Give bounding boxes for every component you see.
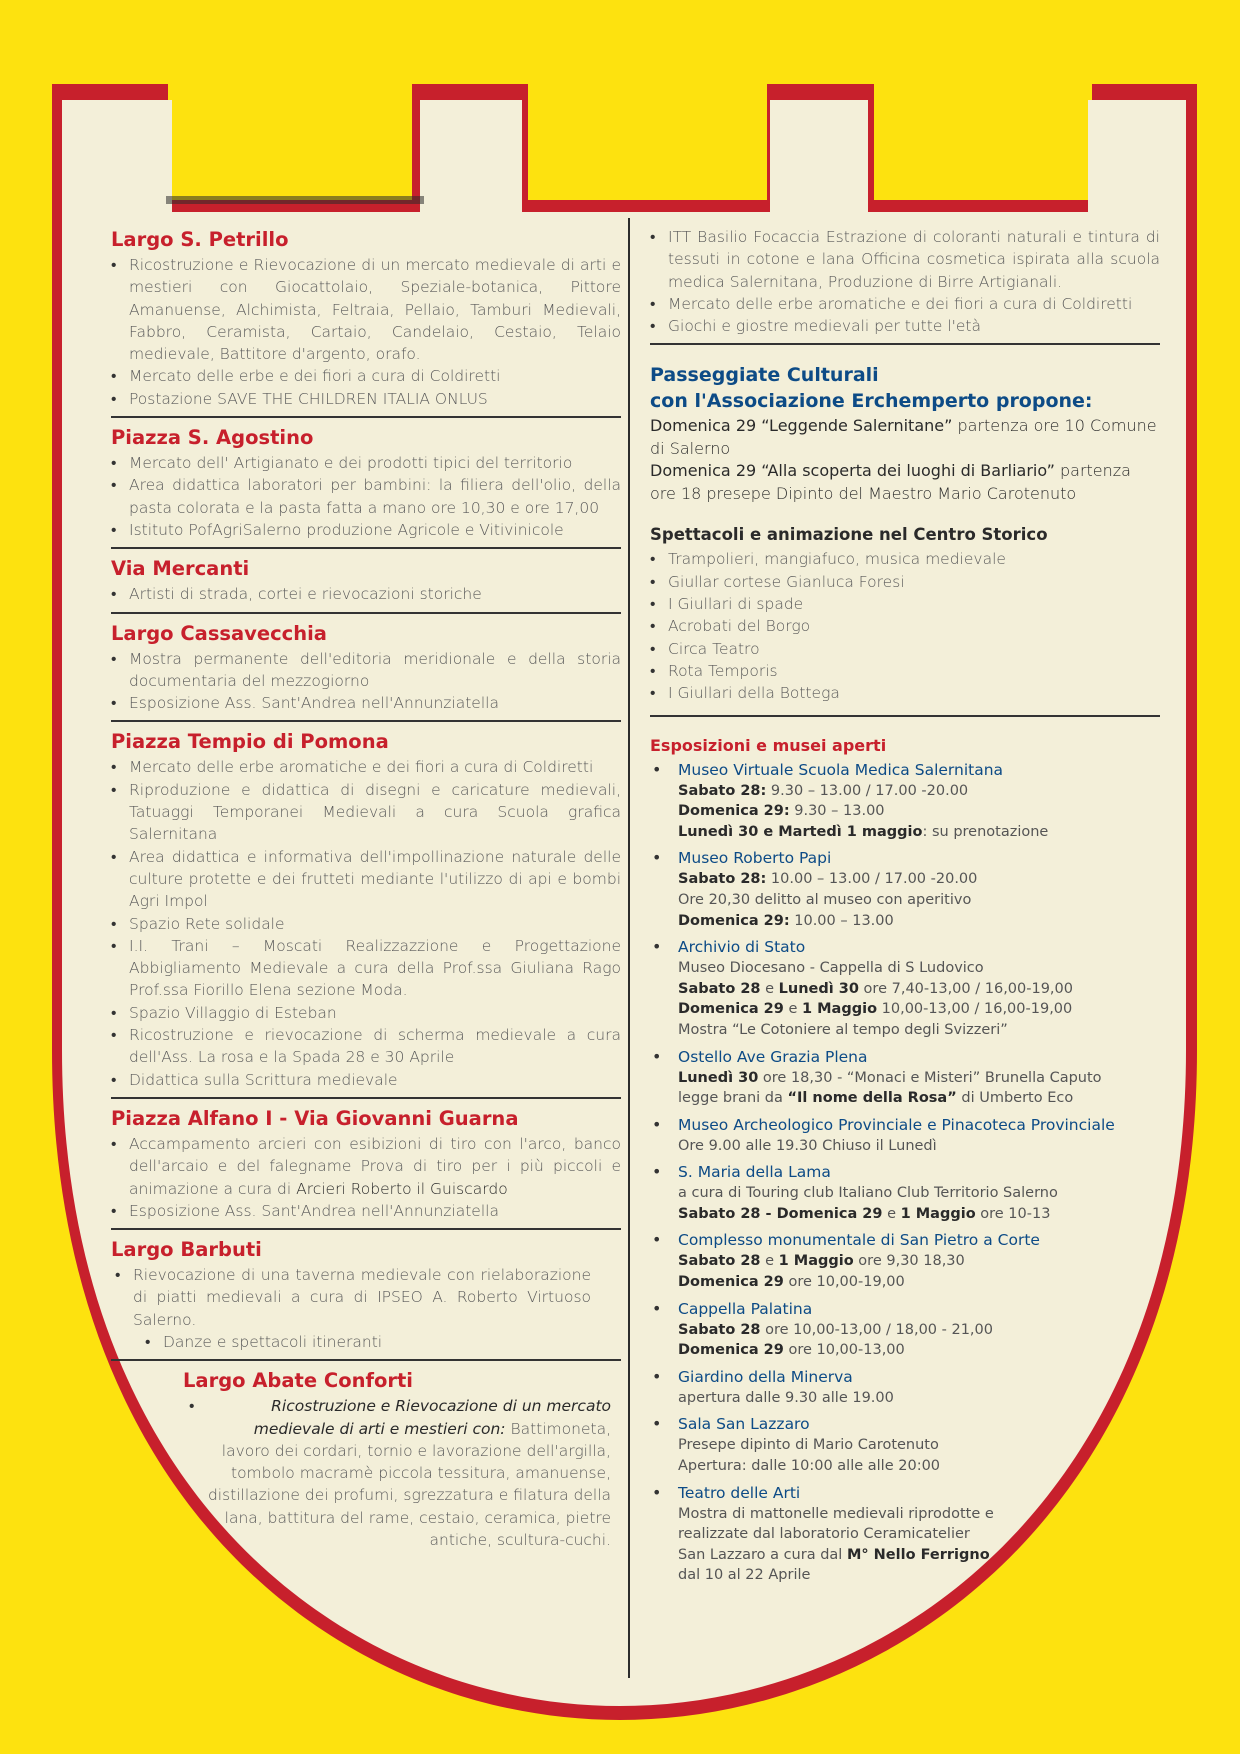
section-largo-cassavecchia	[111, 622, 621, 723]
museum-item	[650, 1414, 1160, 1476]
list-item: • Rievocazione di una taverna medievale con rielaborazione di piatti medievali a cura di IPSEO A. Roberto Virtuoso Salerno.	[115, 1264, 591, 1331]
museum-name: • Ostello Ave Grazia Plena	[678, 1047, 868, 1066]
section-title: Via Mercanti	[111, 557, 250, 581]
section-piazza-tempio-di-pomona	[111, 730, 621, 1098]
museum-line: Lunedì 30 e Martedì 1 maggio: su prenotazione	[678, 823, 1049, 840]
museum-name: • Museo Roberto Papi	[678, 849, 832, 868]
museum-name: • Teatro delle Arti	[678, 1483, 801, 1502]
museum-line: Domenica 29 e 1 Maggio 10,00-13,00 / 16,00-19,00	[678, 1001, 1073, 1018]
list-item: • Danze e spettacoli itineranti	[145, 1331, 591, 1353]
museum-name: • Sala San Lazzaro	[678, 1415, 810, 1434]
museum-line: Lunedì 30 ore 18,30 - “Monaci e Misteri” Brunella Caputo	[678, 1069, 1102, 1086]
list-item: • Ricostruzione e Rievocazione di un mercato medievale di arti e mestieri con Giocattolaio, Speziale-botanica, Pittore Amanuense, Alchimista, Feltraia, Pellaio, Tamburi Medievali, Fabbro, Ceramista, Cartaio, Candelaio, Cestaio, Telaio medievale, Battitore d'argento, orafo.	[111, 254, 621, 365]
museum-name: • Giardino della Minerva	[678, 1367, 853, 1386]
section-via-mercanti	[111, 557, 621, 613]
list-item: • Mercato delle erbe e dei fiori a cura di Coldiretti	[111, 365, 621, 387]
museum-line: Sabato 28 e Lunedì 30 ore 7,40-13,00 / 16,00-19,00	[678, 980, 1073, 997]
section-title: Piazza Alfano I - Via Giovanni Guarna	[111, 1106, 519, 1130]
right-column	[650, 228, 1160, 1606]
section-esposizioni	[650, 725, 1160, 1598]
museum-item	[650, 1230, 1160, 1292]
museum-item	[650, 1367, 1160, 1409]
museum-name: • S. Maria della Lama	[678, 1163, 831, 1182]
section-title: Largo Cassavecchia	[111, 621, 327, 645]
list-item: • Mostra permanente dell'editoria meridionale e della storia documentaria del mezzogiorno	[111, 648, 621, 693]
passeggiata-1: Domenica 29 “Leggende Salernitane” partenza ore 10 Comune di Salerno	[650, 416, 1157, 458]
museum-line: Mostra “Le Cotoniere al tempo degli Svizzeri”	[678, 1021, 1008, 1038]
list-item: • Ricostruzione e rievocazione di scherma medievale a cura dell'Ass. La rosa e la Spada 28 e 30 Aprile	[111, 1024, 621, 1069]
list-item: • Riproduzione e didattica di disegni e caricature medievali, Tatuaggi Temporanei Medievali a cura Scuola grafica Salernitana	[111, 779, 621, 846]
list-item: • Area didattica laboratori per bambini: la filiera dell'olio, della pasta colorata e la pasta fatta a mano ore 10,30 e ore 17,00	[111, 474, 621, 519]
museum-name: • Museo Virtuale Scuola Medica Salernitana	[678, 760, 1004, 779]
list-item: • Postazione SAVE THE CHILDREN ITALIA ONLUS	[111, 388, 621, 410]
museum-item	[650, 760, 1160, 843]
passeggiate-title: Passeggiate Culturali	[650, 364, 879, 387]
left-column	[111, 228, 621, 1565]
list-item: • Artisti di strada, cortei e rievocazioni storiche	[111, 583, 621, 605]
section-largo-barbuti	[111, 1238, 621, 1361]
list-item: • Esposizione Ass. Sant'Andrea nell'Annunziatella	[111, 692, 621, 714]
museum-name: • Archivio di Stato	[678, 938, 806, 957]
section-largo-s-petrillo	[111, 228, 621, 418]
museum-line: Ore 9.00 alle 19.30 Chiuso il Lunedì	[678, 1137, 937, 1154]
esposizioni-title: Esposizioni e musei aperti	[650, 735, 887, 755]
museum-line: Sabato 28 - Domenica 29 e 1 Maggio ore 10-13	[678, 1205, 1051, 1222]
museum-line: Sabato 28 e 1 Maggio ore 9,30 18,30	[678, 1253, 965, 1270]
museum-line: Sabato 28: 9.30 – 13.00 / 17.00 -20.00	[678, 782, 969, 799]
list-item: • I Giullari di spade	[650, 593, 1160, 615]
section-piazza-s-agostino	[111, 426, 621, 549]
museum-line: legge brani da “Il nome della Rosa” di Umberto Eco	[678, 1090, 1074, 1107]
list-item: • Ricostruzione e Rievocazione di un mercato medievale di arti e mestieri con: Battimoneta, lavoro dei cordari, tornio e lavorazione dell'argilla, tombolo macramè piccola tessitura, amanuense, distillazione dei profumi, sgrezzatura e filatura della lana, battitura del rame, cestaio, ceramica, pietre antiche, scultura-cuchi.	[189, 1395, 611, 1551]
list-item: • ITT Basilio Focaccia Estrazione di coloranti naturali e tintura di tessuti in cotone e lana Officina cosmetica ispirata alla scuola medica Salernitana, Produzione di Birre Artigianali.	[650, 226, 1160, 293]
list-item: • Spazio Villaggio di Esteban	[111, 1002, 621, 1024]
museum-item	[650, 1299, 1160, 1361]
list-item: • Area didattica e informativa dell'impollinazione naturale delle culture protette e dei frutteti mediante l'utilizzo di api e bombi Agri Impol	[111, 846, 621, 913]
museum-line: realizzate dal laboratorio Ceramicatelier	[678, 1526, 970, 1543]
museum-item	[650, 1483, 1160, 1586]
list-item: • Giochi e giostre medievali per tutte l'età	[650, 315, 1160, 337]
museum-item	[650, 1115, 1160, 1157]
museum-line: apertura dalle 9.30 alle 19.00	[678, 1389, 894, 1406]
museum-line: Ore 20,30 delitto al museo con aperitivo	[678, 891, 972, 908]
museum-name: • Museo Archeologico Provinciale e Pinacoteca Provinciale	[678, 1115, 1115, 1134]
list-item: • I.I. Trani – Moscati Realizzazzione e Progettazione Abbigliamento Medievale a cura della Prof.ssa Giuliana Rago Prof.ssa Fiorillo Elena sezione Moda.	[111, 935, 621, 1002]
museum-line: Domenica 29: 9.30 – 13.00	[678, 803, 885, 820]
passeggiata-2: Domenica 29 “Alla scoperta dei luoghi di Barliario” partenza ore 18 presepe Dipinto del Maestro Mario Carotenuto	[650, 461, 1131, 503]
list-item: • Circa Teatro	[650, 638, 1160, 660]
museum-line: Domenica 29 ore 10,00-19,00	[678, 1274, 905, 1291]
section-title: Largo Barbuti	[111, 1238, 262, 1262]
museum-name: • Complesso monumentale di San Pietro a Corte	[678, 1231, 1040, 1250]
list-item: • Esposizione Ass. Sant'Andrea nell'Annunziatella	[111, 1200, 621, 1222]
museum-line: Sabato 28: 10.00 – 13.00 / 17.00 -20.00	[678, 871, 978, 888]
list-item: • Istituto PofAgriSalerno produzione Agricole e Vitivinicole	[111, 519, 621, 541]
museum-list	[650, 760, 1160, 1586]
museum-line: Sabato 28 ore 10,00-13,00 / 18,00 - 21,00	[678, 1321, 993, 1338]
section-piazza-alfano	[111, 1107, 621, 1230]
list-item: • Didattica sulla Scrittura medievale	[111, 1069, 621, 1091]
museum-line: Domenica 29: 10.00 – 13.00	[678, 912, 894, 929]
list-item: • I Giullari della Bottega	[650, 682, 1160, 704]
section-title: Piazza Tempio di Pomona	[111, 730, 389, 754]
section-title: Piazza S. Agostino	[111, 426, 314, 450]
list-item: • Mercato dell' Artigianato e dei prodotti tipici del territorio	[111, 452, 621, 474]
museum-item	[650, 937, 1160, 1040]
passeggiate-subtitle: con l'Associazione Erchemperto propone:	[650, 390, 1093, 413]
section-title: Largo Abate Conforti	[183, 1369, 413, 1393]
section-title: Largo S. Petrillo	[111, 228, 289, 251]
museum-name: • Cappella Palatina	[678, 1299, 813, 1318]
spettacoli-title: Spettacoli e animazione nel Centro Storico	[650, 525, 1048, 545]
list-item: • Rota Temporis	[650, 660, 1160, 682]
museum-line: Apertura: dalle 10:00 alle alle 20:00	[678, 1458, 941, 1475]
arcieri-name: Arcieri Roberto il Guiscardo	[296, 1179, 508, 1198]
list-item: • Trampolieri, mangiafuco, musica medievale	[650, 548, 1160, 570]
museum-line: Presepe dipinto di Mario Carotenuto	[678, 1437, 939, 1454]
museum-item	[650, 1047, 1160, 1109]
museum-item	[650, 848, 1160, 931]
museum-item	[650, 1162, 1160, 1224]
list-item: • Spazio Rete solidale	[111, 913, 621, 935]
museum-line: Mostra di mattonelle medievali riprodotte e	[678, 1505, 994, 1522]
list-item: • Mercato delle erbe aromatiche e dei fiori a cura di Coldiretti	[650, 293, 1160, 315]
list-item: • Accampamento arcieri con esibizioni di tiro con l'arco, banco dell'arcaio e del falegname Prova di tiro per i più piccoli e animazione a cura di Arcieri Roberto il Guiscardo	[111, 1133, 621, 1200]
museum-line: Domenica 29 ore 10,00-13,00	[678, 1342, 905, 1359]
section-top	[650, 226, 1160, 345]
museum-line: dal 10 al 22 Aprile	[678, 1567, 811, 1584]
list-item: • Mercato delle erbe aromatiche e dei fiori a cura di Coldiretti	[111, 756, 621, 778]
section-largo-abate-conforti	[183, 1369, 621, 1557]
list-item: • Giullar cortese Gianluca Foresi	[650, 571, 1160, 593]
museum-line: San Lazzaro a cura dal M° Nello Ferrigno	[678, 1546, 990, 1563]
museum-line: a cura di Touring club Italiano Club Territorio Salerno	[678, 1185, 1058, 1202]
list-item: • Acrobati del Borgo	[650, 615, 1160, 637]
section-passeggiate	[650, 353, 1160, 716]
museum-line: Museo Diocesano - Cappella di S Ludovico	[678, 960, 984, 977]
